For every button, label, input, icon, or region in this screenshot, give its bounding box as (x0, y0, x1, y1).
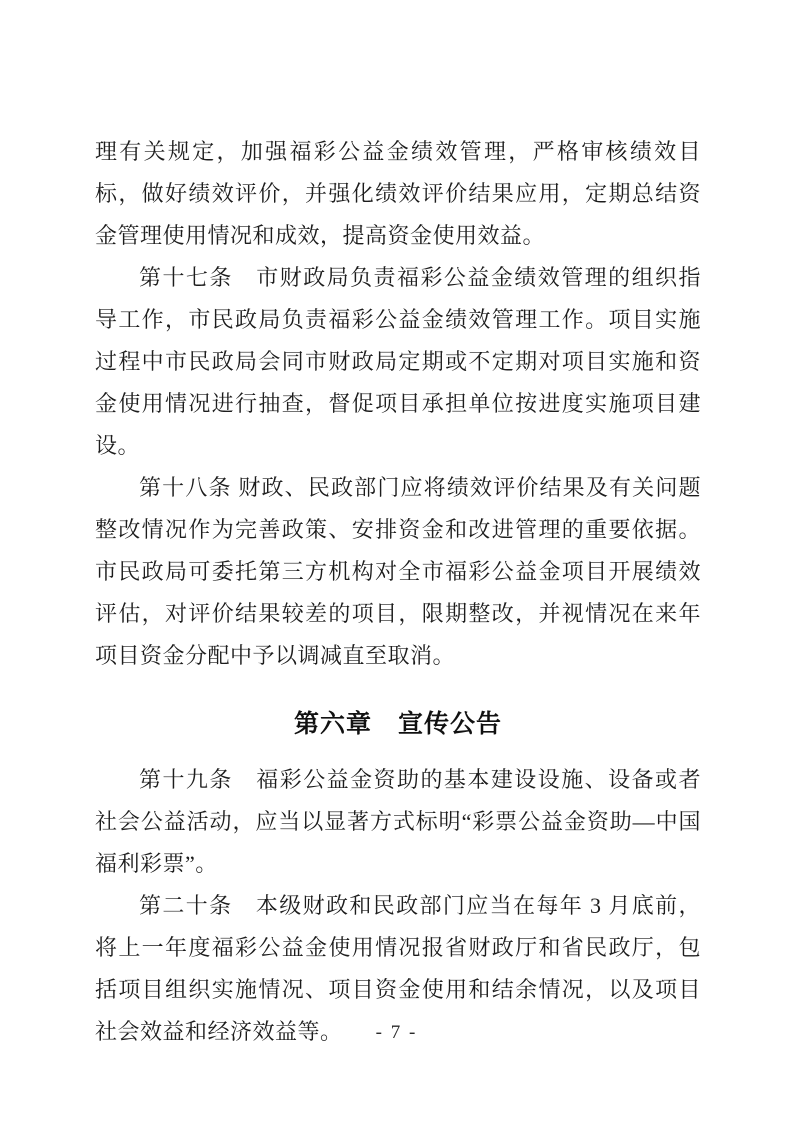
paragraph-article-19: 第十九条 福彩公益金资助的基本建设设施、设备或者社会公益活动，应当以显著方式标明“彩票公益金资助—中国福利彩票”。 (95, 767, 701, 876)
document-body (95, 131, 701, 1053)
paragraph-continuation: 理有关规定，加强福彩公益金绩效管理，严格审核绩效目标，做好绩效评价，并强化绩效评价结果应用，定期总结资金管理使用情况和成效，提高资金使用效益。 (95, 139, 701, 248)
page-number: - 7 - (375, 1022, 418, 1043)
paragraph-article-17: 第十七条 市财政局负责福彩公益金绩效管理的组织指导工作，市民政局负责福彩公益金绩效管理工作。项目实施过程中市民政局会同市财政局定期或不定期对项目实施和资金使用情况进行抽查，督促项目承担单位按进度实施项目建设。 (95, 265, 701, 458)
paragraph-article-20: 第二十条 本级财政和民政部门应当在每年 3 月底前，将上一年度福彩公益金使用情况报省财政厅和省民政厅，包括项目组织实施情况、项目资金使用和结余情况，以及项目社会效益和经济效益等。 (95, 893, 701, 1044)
paragraph-article-18: 第十八条 财政、民政部门应将绩效评价结果及有关问题整改情况作为完善政策、安排资金和改进管理的重要依据。市民政局可委托第三方机构对全市福彩公益金项目开展绩效评估，对评价结果较差的项目，限期整改，并视情况在来年项目资金分配中予以调减直至取消。 (95, 475, 701, 668)
chapter-heading: 第六章 宣传公告 (293, 710, 502, 738)
